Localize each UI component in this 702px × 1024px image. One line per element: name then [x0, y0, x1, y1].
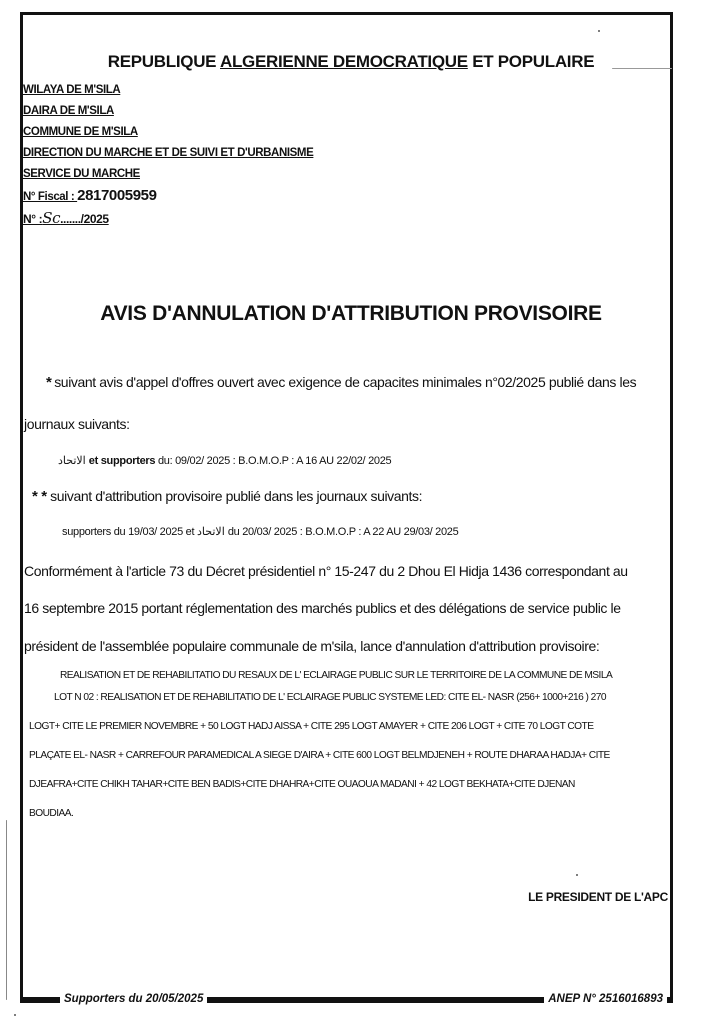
pub-details: du: 09/02/ 2025 : B.O.M.O.P : A 16 AU 22/02/ 2025 — [155, 455, 392, 467]
scan-speck — [14, 1014, 16, 1016]
notice-title: AVIS D'ANNULATION D'ATTRIBUTION PROVISOIRE — [100, 302, 602, 325]
lot-line-5: BOUDIAA. — [29, 808, 74, 819]
para3-line3: président de l'assemblée populaire communale de m'sila, lance d'annulation d'attribution provisoire: — [24, 638, 600, 654]
signature-line: LE PRESIDENT DE L'APC — [528, 890, 668, 904]
republic-header-part-b: ALGERIENNE DEMOCRATIQUE — [220, 52, 468, 71]
lot-line-3: PLAÇATE EL- NASR + CARREFOUR PARAMEDICAL A SIEGE D'AIRA + CITE 600 LOGT BELMDJENEH + ROUTE DHARAA HADJA+ CITE — [29, 750, 610, 761]
pub-supporters: et supporters — [85, 455, 156, 467]
star-marker: * — [46, 374, 52, 391]
para2-publication — [62, 525, 458, 538]
scan-speck — [598, 30, 600, 32]
wilaya-line: WILAYA DE M'SILA — [23, 84, 121, 96]
scan-speck — [6, 820, 7, 1000]
scan-speck — [576, 874, 578, 876]
project-heading: REALISATION ET DE REHABILITATIO DU RESAUX DE L' ECLAIRAGE PUBLIC SUR LE TERRITOIRE DE LA COMMUNE DE MSILA — [60, 670, 613, 681]
para1-line1 — [46, 374, 636, 391]
lot-line-1: LOT N 02 : REALISATION ET DE REHABILITATIO DE L' ECLAIRAGE PUBLIC SYSTEME LED: CITE EL- NASR (256+ 1000+216 ) 270 — [54, 692, 607, 703]
double-star-marker: * * — [32, 488, 47, 505]
para1-publication — [58, 454, 391, 467]
commune-line: COMMUNE DE M'SILA — [23, 126, 138, 138]
lot-line-4: DJEAFRA+CITE CHIKH TAHAR+CITE BEN BADIS+CITE DHAHRA+CITE OUAOUA MADANI + 42 LOGT BEKHATA+CITE DJENAN — [29, 779, 575, 790]
para2-text: suivant d'attribution provisoire publié dans les journaux suivants: — [46, 488, 423, 504]
reference-year: /2025 — [80, 212, 109, 226]
republic-header-part-a: REPUBLIQUE — [107, 52, 220, 71]
lot-line-2: LOGT+ CITE LE PREMIER NOVEMBRE + 50 LOGT HADJ AISSA + CITE 295 LOGT AMAYER + CITE 206 LOGT + CITE 70 LOGT COTE — [29, 721, 594, 732]
para3-line1: Conformément à l'article 73 du Décret présidentiel n° 15-247 du 2 Dhou El Hidja 1436 correspondant au — [24, 563, 628, 579]
footer-anep-number: ANEP N° 2516016893 — [544, 993, 667, 1005]
para3-line2: 16 septembre 2015 portant réglementation des marchés publics et des délégations de service public le — [24, 600, 621, 616]
service-line: SERVICE DU MARCHE — [23, 168, 140, 180]
footer-bar — [20, 994, 673, 1008]
reference-handwritten: Sc — [42, 209, 61, 227]
daira-line: DAIRA DE M'SILA — [23, 105, 114, 117]
pub2-part-a: supporters du 19/03/ 2025 et — [62, 526, 198, 538]
direction-line: DIRECTION DU MARCHE ET DE SUIVI ET D'URBANISME — [23, 147, 314, 159]
pub2-part-b: du 20/03/ 2025 : B.O.M.O.P : A 22 AU 29/03/ 2025 — [224, 526, 459, 538]
pub-arabic: الاتحاد — [58, 455, 86, 467]
para2-line1 — [32, 488, 422, 505]
fiscal-label: N° Fiscal : — [23, 191, 78, 203]
para1-text-a: suivant avis d'appel d'offres ouvert avec exigence de capacites minimales n°02/2025 publié dans les — [54, 374, 637, 390]
republic-header-part-c: ET POPULAIRE — [467, 52, 595, 71]
reference-line — [23, 208, 313, 230]
republic-header — [0, 52, 702, 72]
fiscal-number: 2817005959 — [77, 187, 157, 204]
para1-line2: journaux suivants: — [24, 416, 130, 432]
scan-speck — [612, 68, 672, 69]
footer-publication: Supporters du 20/05/2025 — [60, 993, 207, 1005]
fiscal-line — [23, 185, 313, 208]
reference-dots: ....... — [60, 212, 81, 226]
reference-prefix: N° : — [23, 212, 43, 226]
pub2-arabic: الاتحاد — [197, 526, 225, 538]
admin-block — [23, 80, 313, 230]
